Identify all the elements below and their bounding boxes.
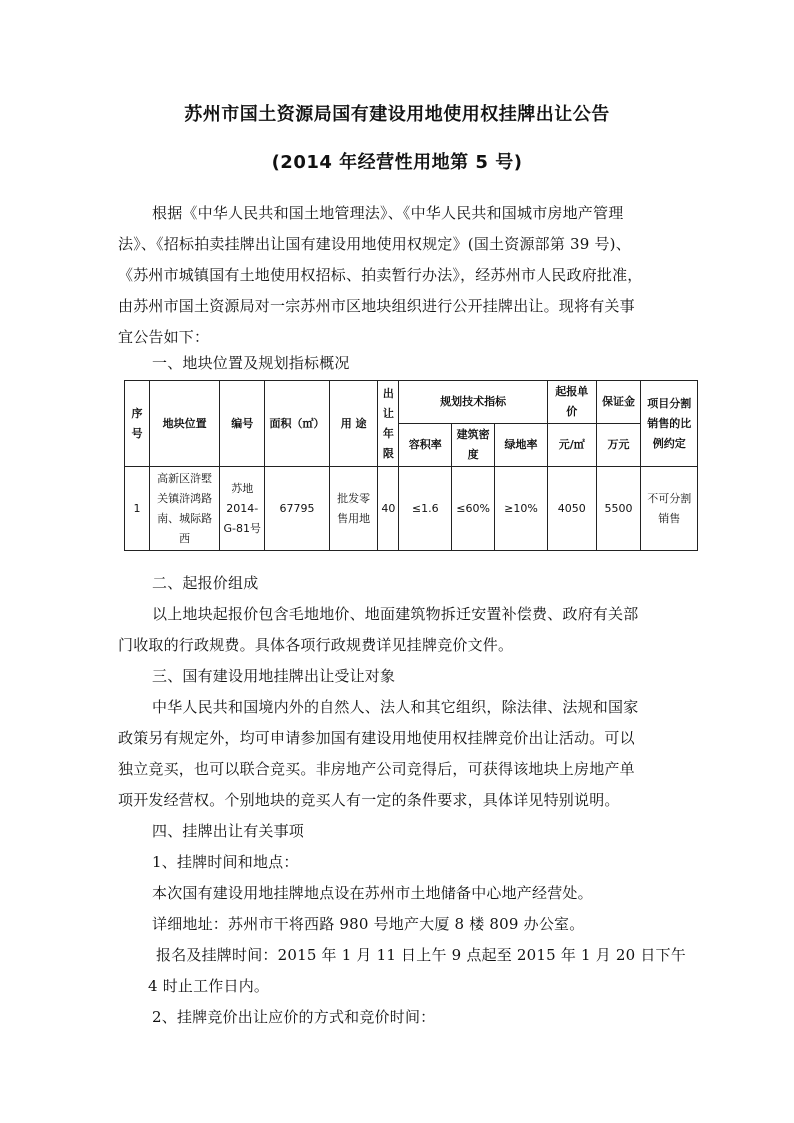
cell-location: 高新区浒墅关镇浒鸿路南、城际路西 [149,467,219,551]
header-deposit: 保证金 [596,381,641,424]
header-ratio: 项目分割销售的比例约定 [641,381,698,467]
paragraph-line: 中华人民共和国境内外的自然人、法人和其它组织，除法律、法规和国家 [152,698,639,716]
header-location: 地块位置 [149,381,219,467]
intro-line: 宜公告如下： [118,328,210,346]
cell-density: ≤60% [452,467,495,551]
section-heading: 一、地块位置及规划指标概况 [152,354,350,372]
header-years: 出让年限 [378,381,399,467]
header-deposit-unit: 万元 [596,424,641,467]
header-seq: 序号 [125,381,150,467]
section-heading: 三、国有建设用地挂牌出让受让对象 [152,667,396,685]
paragraph-line: 门收取的行政规费。具体各项行政规费详见挂牌竞价文件。 [118,636,514,654]
cell-code: 苏地2014-G-81号 [220,467,265,551]
paragraph-line: 项开发经营权。个别地块的竞买人有一定的条件要求，具体详见特别说明。 [118,791,620,809]
table-row [125,467,698,551]
intro-line: 法》、《招标拍卖挂牌出让国有建设用地使用权规定》(国土资源部第 39 号)、 [118,235,631,253]
paragraph-line: 报名及挂牌时间：2015 年 1 月 11 日上午 9 点起至 2015 年 1 月 20 日下午 [156,946,686,964]
header-start-price: 起报单价 [547,381,596,424]
paragraph-line: 以上地块起报价包含毛地地价、地面建筑物拆迁安置补偿费、政府有关部 [152,605,639,623]
header-planning: 规划技术指标 [399,381,547,424]
document-title: 苏州市国土资源局国有建设用地使用权挂牌出让公告 [184,104,610,125]
cell-years: 40 [378,467,399,551]
header-area: 面积（㎡） [265,381,330,467]
header-start-price-unit: 元/㎡ [547,424,596,467]
paragraph-line: 独立竞买，也可以联合竞买。非房地产公司竞得后，可获得该地块上房地产单 [118,760,635,778]
paragraph-line: 本次国有建设用地挂牌地点设在苏州市土地储备中心地产经营处。 [152,884,593,902]
header-far: 容积率 [399,424,452,467]
item-heading: 1、挂牌时间和地点： [152,853,299,871]
header-code: 编号 [220,381,265,467]
land-info-table [124,380,698,551]
section-heading: 四、挂牌出让有关事项 [152,822,305,840]
intro-line: 《苏州市城镇国有土地使用权招标、拍卖暂行办法》，经苏州市人民政府批准， [118,266,643,284]
intro-line: 由苏州市国土资源局对一宗苏州市区地块组织进行公开挂牌出让。现将有关事 [118,297,635,315]
cell-start-price: 4050 [547,467,596,551]
cell-ratio: 不可分割销售 [641,467,698,551]
cell-seq: 1 [125,467,150,551]
cell-deposit: 5500 [596,467,641,551]
document-subtitle: (2014 年经营性用地第 5 号) [271,152,523,173]
paragraph-line: 4 时止工作日内。 [148,977,270,995]
cell-green: ≥10% [495,467,548,551]
intro-line: 根据《中华人民共和国土地管理法》、《中华人民共和国城市房地产管理 [152,204,624,222]
paragraph-line: 政策另有规定外，均可申请参加国有建设用地使用权挂牌竞价出让活动。可以 [118,729,635,747]
section-heading: 二、起报价组成 [152,574,259,592]
paragraph-line: 详细地址：苏州市干将西路 980 号地产大厦 8 楼 809 办公室。 [152,915,585,933]
cell-far: ≤1.6 [399,467,452,551]
cell-area: 67795 [265,467,330,551]
header-green: 绿地率 [495,424,548,467]
cell-use: 批发零售用地 [329,467,378,551]
header-use: 用 途 [329,381,378,467]
item-heading: 2、挂牌竞价出让应价的方式和竞价时间： [152,1008,436,1026]
header-density: 建筑密度 [452,424,495,467]
